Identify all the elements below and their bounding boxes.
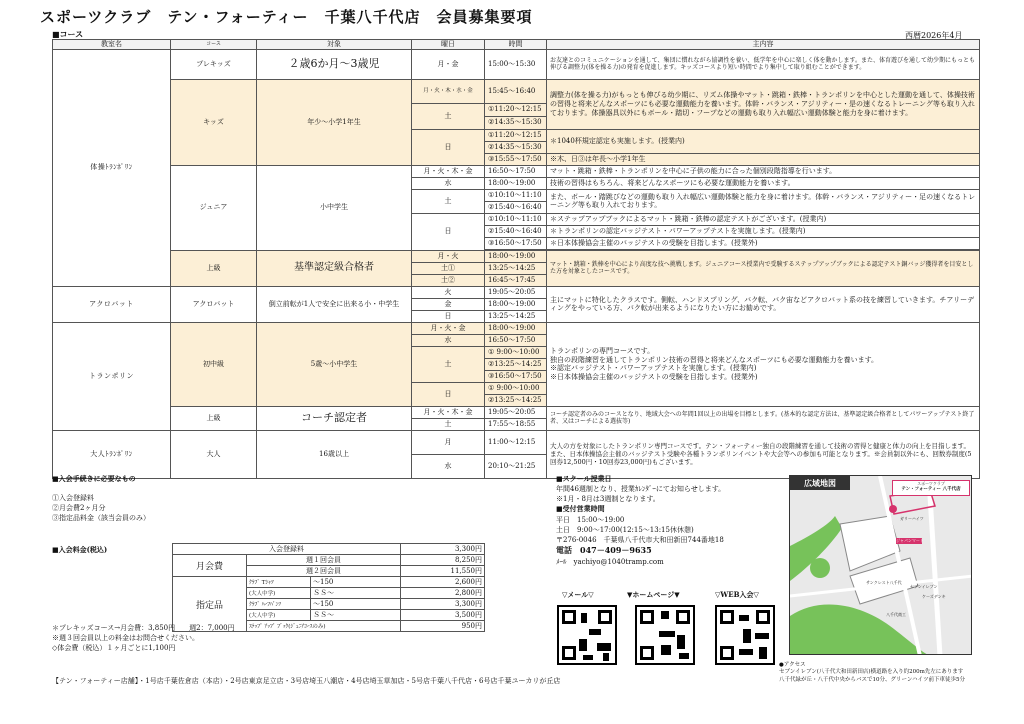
qr-code-home[interactable] (635, 605, 695, 665)
table-row (53, 79, 980, 103)
time-cell: 18:00～19:00 (485, 250, 547, 262)
school-days-heading: ■スクール授業日 (556, 474, 612, 483)
qr-mail-label: ▽メール▽ (562, 590, 594, 599)
category-gym: 体操ﾄﾗﾝﾎﾟﾘﾝ (53, 49, 171, 286)
header-class: 教室名 (53, 40, 171, 50)
desc-junior-5: ＊トランポリンの認定バッジテスト・パワーアップテストを実施します。(授業内) (547, 225, 980, 237)
time-cell: 18:00～19:00 (485, 177, 547, 189)
desc-junior-3: また、ボール・踏跳びなどの運動も取り入れ幅広い運動体験と能力を身に着けます。体幹・バランス・アジリティー・足の速くなるトレーニング等も取り入れております。 (547, 189, 980, 213)
mail-address[interactable]: yachiyo@1040tramp.com (573, 557, 664, 566)
store-list-footer: 【テン・フォーティー店舗】・1号店千葉佐倉店（本店）・2号店東京足立店・3号店埼玉八潮店・4号店埼玉草加店・5号店千葉八千代店・6号店千葉ユーカリが丘店 (52, 677, 561, 685)
time-cell: ③15:55～17:50 (485, 153, 547, 165)
map-label: ジャパンマート (896, 538, 924, 543)
header-target: 対象 (257, 40, 412, 50)
map-label: 八千代商工 (886, 612, 906, 617)
desc-acro: 主にマットに特化したクラスです。側転、ハンドスプリング、バク転、バク宙などアクロバット系の技を練習していきます。チアリーディングをやっている方、バク転が出来るようになりたい方にお勧めです。 (547, 286, 980, 322)
fee-g1-sub: (大人中学) (247, 588, 311, 599)
target-tramp-mid: 5歳～小中学生 (257, 322, 412, 406)
desc-kids-note: ※木、日③は年長～小学1年生 (547, 153, 980, 165)
day-cell: 月・火・木・金 (412, 406, 485, 418)
admission-block (52, 474, 432, 524)
day-cell: 月・火 (412, 250, 485, 262)
time-cell: ②15:40～16:40 (485, 201, 547, 213)
target-adult: 16歳以上 (257, 430, 412, 478)
day-cell: 火 (412, 286, 485, 298)
desc-tramp-mid-1: トランポリンの専門コースです。 (550, 346, 655, 355)
desc-kids-test: ＊1040杯規定認定も実施します。(授業内) (547, 129, 980, 153)
target-prekids: ２歳6か月～3歳児 (257, 49, 412, 79)
fee-g2-label: ｸﾗﾌﾞ ﾊｰﾌﾊﾟﾝﾂ (247, 599, 311, 610)
mail-label: ﾒｰﾙ (556, 557, 567, 566)
table-row (53, 165, 980, 177)
fee-g3-amount: 950円 (401, 621, 485, 632)
page-title: スポーツクラブ テン・フォーティー 千葉八千代店 会員募集要項 (40, 8, 533, 26)
day-cell: 土 (412, 103, 485, 129)
map-store-callout (892, 480, 970, 496)
admission-item: ②月会費2ヶ月分 (52, 504, 106, 513)
day-cell: 日 (412, 129, 485, 165)
time-cell: ③16:50～17:50 (485, 237, 547, 249)
day-cell: 月・火・木・金 (412, 165, 485, 177)
category-adult: 大人ﾄﾗﾝﾎﾟﾘﾝ (53, 430, 171, 478)
day-cell: 月・火・金 (412, 322, 485, 334)
time-cell: ②15:40～16:40 (485, 225, 547, 237)
table-row (53, 322, 980, 334)
desc-tramp-adv: コーチ認定者のみのコースとなり、地域大会への年間1回以上の出場を目標とします。(基本的な認定方法は、基準認定級合格者としてパワーアップテスト終了者、又はコーチによる選抜等) (547, 406, 980, 430)
time-cell: 16:50～17:50 (485, 334, 547, 346)
header-day: 曜日 (412, 40, 485, 50)
fee-g2-amount2: 3,500円 (401, 610, 485, 621)
phone-number[interactable]: 047－409－9635 (580, 544, 652, 555)
day-cell: 月・火・木・水・金 (412, 79, 485, 103)
fee-note: ※週３回会員以上の料金はお問合せください。 (52, 633, 199, 642)
course-table (52, 39, 980, 479)
fee-goods-label: 指定品 (173, 577, 247, 632)
fees-table (172, 543, 485, 632)
map-title: 広域地図 (790, 476, 850, 490)
target-acro: 倒立前転が1人で安全に出来る小・中学生 (257, 286, 412, 322)
qr-web-label: ▽WEB入会▽ (715, 590, 759, 599)
time-cell: ①10:10～11:10 (485, 213, 547, 225)
fee-g2-size1: ～150 (311, 599, 401, 610)
header-content: 主内容 (547, 40, 980, 50)
time-cell: ①11:20～12:15 (485, 103, 547, 116)
time-cell: 17:55～18:55 (485, 418, 547, 430)
school-line: 年間46週制となり、授業ｶﾚﾝﾀﾞｰにてお知らせします。 (556, 485, 726, 494)
day-cell: 金 (412, 298, 485, 310)
fee-note: ＊プレキッズコース→月会費：3,850円 週2：7,000円 (52, 624, 235, 632)
fee-g2-amount1: 3,300円 (401, 599, 485, 610)
time-cell: ②14:35～15:30 (485, 116, 547, 129)
time-cell: 13:25～14:25 (485, 310, 547, 322)
day-cell: 土 (412, 418, 485, 430)
desc-junior-6: ＊日本体操協会主催のバッジテストの受験を目指します。(授業外) (547, 237, 980, 249)
table-row (53, 250, 980, 262)
time-cell: ①10:10～11:10 (485, 189, 547, 201)
table-row (53, 430, 980, 454)
fee-g2-size2: ＳＳ～ (311, 610, 401, 621)
header-course: コース (171, 40, 257, 50)
day-cell: 月 (412, 430, 485, 454)
course-adult: 大人 (171, 430, 257, 478)
day-cell: 土② (412, 274, 485, 286)
course-gym-adv: 上級 (171, 250, 257, 286)
fee-m2-label: 週２回会員 (247, 566, 401, 577)
time-cell: 11:00～12:15 (485, 430, 547, 454)
admission-item: ③指定品料金（該当会員のみ） (52, 514, 150, 523)
day-cell: 土① (412, 262, 485, 274)
fee-g1-size1: ～150 (311, 577, 401, 588)
phone-label: 電話 (556, 544, 572, 555)
table-row (53, 49, 980, 79)
target-kids: 年少～小学1年生 (257, 79, 412, 165)
desc-kids-main: 調整力(体を操る力)がもっとも伸びる幼少期に、リズム体操やマット・跳箱・鉄棒・トランポリンを中心とした運動を通して、体操技術の習得と将来どんなスポーツにも必要な運動能力を養います。体幹・バランス・アジリティー・是の速くなるトレーニング等も取り入れております。体操器具以外にもボール・踏切・フープなどの運動も取り入れ幅広い運動体験と能力を身に着けます。 (547, 79, 980, 129)
desc-tramp-mid-4: ※日本体操協会主催のバッジテストの受験を目指します。(授業外) (550, 373, 758, 381)
fee-m1-amount: 8,250円 (401, 555, 485, 566)
desc-tramp-mid-3: ※認定バッジテスト・パワーアップテストを実施します。(授業内) (550, 364, 757, 373)
table-row (173, 577, 485, 588)
desc-junior-1: マット・跳箱・鉄棒・トランポリンを中心に子供の能力に合った個別段階指導を行います。 (547, 165, 980, 177)
access-heading: ●アクセス (779, 662, 806, 668)
qr-code-mail[interactable] (557, 605, 617, 665)
time-cell: 15:45～16:40 (485, 79, 547, 103)
day-cell: 水 (412, 334, 485, 346)
access-note (779, 662, 979, 684)
course-section-label: ■コース (52, 29, 84, 39)
table-row (173, 544, 485, 555)
course-acro: アクロバット (171, 286, 257, 322)
target-gym-adv: 基準認定級合格者 (257, 250, 412, 286)
fee-monthly-label: 月会費 (173, 555, 247, 577)
day-cell: 日 (412, 310, 485, 322)
fee-note: ◇体会費（税込）１ヶ月ごとに1,100円 (52, 643, 176, 652)
qr-home-label: ▼ホームページ▼ (627, 590, 680, 599)
header-time: 時間 (485, 40, 547, 50)
time-cell: ①11:20～12:15 (485, 129, 547, 141)
fee-g1-label: ｸﾗﾌﾞ Tｼｬﾂ (247, 577, 311, 588)
map-store-name: テン・フォーティー 八千代店 (901, 486, 961, 492)
fee-g1-amount1: 2,600円 (401, 577, 485, 588)
target-tramp-adv: コーチ認定者 (257, 406, 412, 430)
category-tramp: トランポリン (53, 322, 171, 430)
map-label: サンクレスト八千代 (866, 580, 902, 585)
admission-heading: ■入会手続きに必要なもの (52, 474, 136, 483)
hours-weekday: 平日 15:00～19:00 (556, 515, 625, 524)
fee-m2-amount: 11,550円 (401, 566, 485, 577)
access-line: 八千代緑が丘・八千代中央からバスで10分、グリーンハイツ前下車徒歩5分 (779, 676, 966, 683)
fee-g2-sub: (大人中学) (247, 610, 311, 621)
table-row (53, 406, 980, 418)
time-cell: ① 9:00～10:00 (485, 346, 547, 358)
time-cell: 18:00～19:00 (485, 322, 547, 334)
admission-item: ①入会登録料 (52, 494, 94, 503)
day-cell: 水 (412, 454, 485, 478)
fee-notes (52, 624, 235, 653)
time-cell: 19:05～20:05 (485, 406, 547, 418)
issue-date: 西暦2026年4月 (905, 31, 963, 40)
desc-tramp-mid (547, 322, 980, 406)
time-cell: ②13:25～14:25 (485, 358, 547, 370)
course-junior: ジュニア (171, 165, 257, 250)
day-cell: 水 (412, 177, 485, 189)
fee-reg-label: 入会登録料 (173, 544, 401, 555)
desc-junior-4: ＊ステップアップブックによるマット・跳箱・鉄棒の認定テストがございます。(授業内) (547, 213, 980, 225)
day-cell: 土 (412, 189, 485, 213)
desc-adult: 大人の方を対象にしたトランポリン専門コースです。テン・フォーティー独自の段階練習を通して技術の習得と健康と体力の向上を目指します。また、日本体操協会主催のバッジテスト受験や各種トランポリンイベントや大会等への参加も可能となります。※会員制以外にも、回数券制度(5回券12,500円・10回券23,000円)もございます。 (547, 430, 980, 478)
course-tramp-mid: 初中級 (171, 322, 257, 406)
course-kids: キッズ (171, 79, 257, 165)
map-label: ガリーハイツ (900, 516, 924, 521)
time-cell: 19:05～20:05 (485, 286, 547, 298)
course-tramp-adv: 上級 (171, 406, 257, 430)
qr-code-web[interactable] (715, 605, 775, 665)
desc-tramp-mid-2: 独自の段階練習を通してトランポリン技術の習得と将来どんなスポーツにも必要な運動能力を養います。 (550, 355, 879, 364)
time-cell: ②14:35～15:30 (485, 141, 547, 153)
time-cell: 16:45～17:45 (485, 274, 547, 286)
table-row (53, 286, 980, 298)
day-cell: 土 (412, 346, 485, 382)
category-acro: アクロバット (53, 286, 171, 322)
desc-prekids: お友達とのコミュニケーションを通して、集団に慣れながら協調性を養い、低学年を中心に楽しく体を動かします。また、体育遊びを通して幼少期にもっとも伸びる調整力(体を操る力)の発育を促進します。キッズコースより短い時間でより集中して取り組むことができます。 (547, 49, 980, 79)
area-map[interactable] (789, 475, 972, 655)
time-cell: 16:50～17:50 (485, 165, 547, 177)
school-info (556, 474, 796, 567)
desc-gym-adv: マット・跳箱・鉄棒を中心により高度な技へ挑戦します。ジュニアコース授業内で受験するステップアップブックによる認定テスト銅バッジ獲得者を目安とした方を対象としたコースです。 (547, 250, 980, 286)
day-cell: 月・金 (412, 49, 485, 79)
fee-g1-amount2: 2,800円 (401, 588, 485, 599)
time-cell: 18:00～19:00 (485, 298, 547, 310)
map-store-small: スポーツクラブ (917, 481, 945, 486)
map-label: セブンイレブン (910, 584, 938, 589)
table-header-row (53, 40, 980, 50)
address: 〒276-0046 千葉県八千代市大和田新田744番地18 (556, 535, 724, 544)
fee-g1-size2: ＳＳ～ (311, 588, 401, 599)
map-graphic (790, 476, 972, 655)
time-cell: 15:00～15:30 (485, 49, 547, 79)
time-cell: ① 9:00～10:00 (485, 382, 547, 394)
day-cell: 日 (412, 213, 485, 250)
access-line: セブンイレブン(八千代大和田新田店)横道路を入り約200m先左にあります (779, 669, 964, 676)
day-cell: 日 (412, 382, 485, 406)
time-cell: ③16:50～17:50 (485, 370, 547, 382)
target-junior: 小中学生 (257, 165, 412, 250)
table-row (173, 555, 485, 566)
fees-heading: ■入会料金(税込) (52, 545, 108, 554)
fee-reg-amount: 3,300円 (401, 544, 485, 555)
time-cell: 20:10～21:25 (485, 454, 547, 478)
fee-m1-label: 週１回会員 (247, 555, 401, 566)
time-cell: ②13:25～14:25 (485, 394, 547, 406)
school-line: ※1月・8月は3週制となります。 (556, 495, 660, 504)
hours-weekend: 土日 9:00～17:00(12:15～13:15休休憩) (556, 525, 694, 534)
time-cell: 13:25～14:25 (485, 262, 547, 274)
desc-junior-2: 技術の習得はもちろん、将来どんなスポーツにも必要な運動能力を養います。 (547, 177, 980, 189)
course-prekids: プレキッズ (171, 49, 257, 79)
map-label: ケーズデンキ (922, 594, 946, 599)
fee-g3-label: ｽﾃｯﾌﾟ ｱｯﾌﾟ ﾌﾞｯｸ(ｼﾞｭﾆｱｺｰｽのみ) (247, 621, 401, 632)
hours-heading: ■受付営業時間 (556, 504, 605, 514)
